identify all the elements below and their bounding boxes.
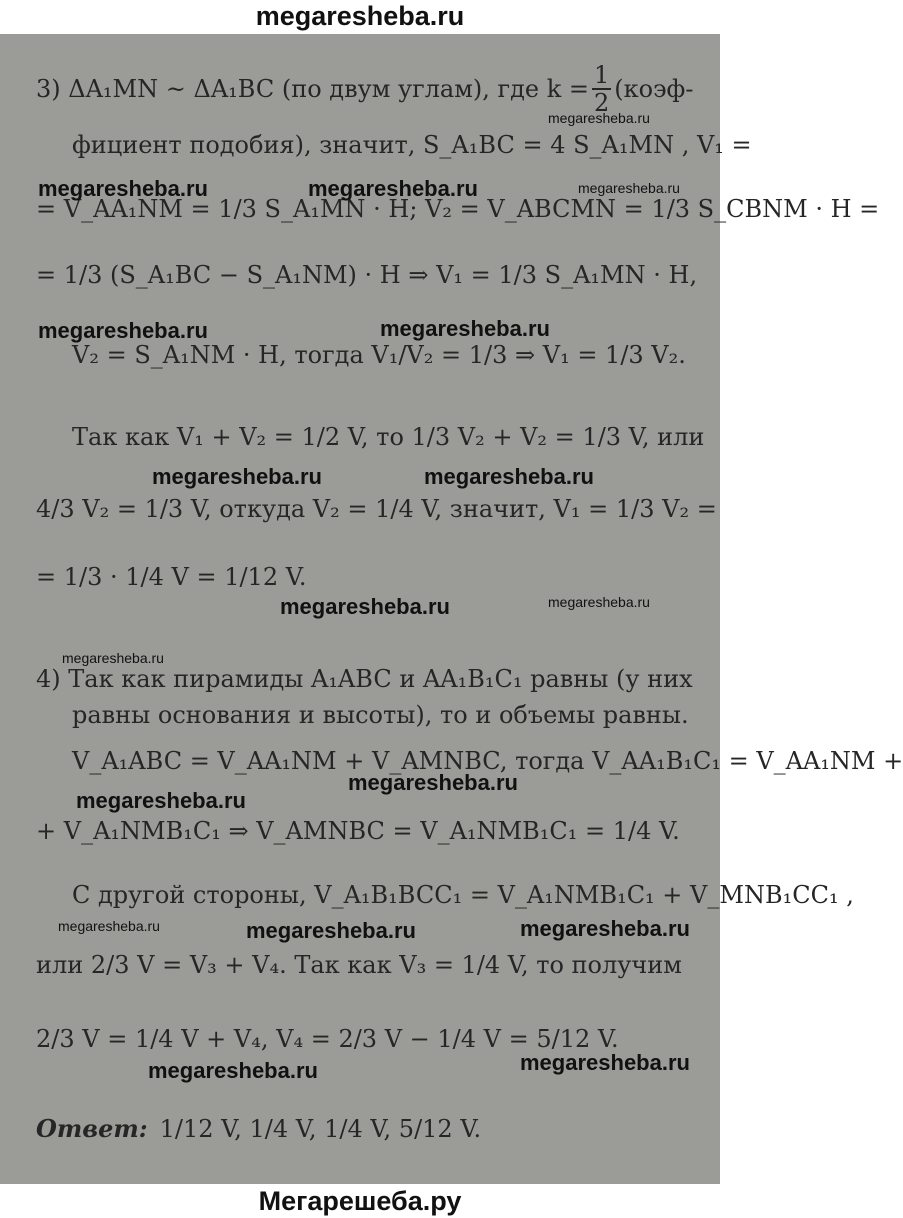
solution-line-12: + V_A₁NMB₁C₁ ⇒ V_AMNBC = V_A₁NMB₁C₁ = 1/4 V. (36, 817, 680, 845)
watermark: megaresheba.ru (152, 464, 322, 489)
watermark: megaresheba.ru (348, 770, 518, 795)
solution-line-9: 4) Так как пирамиды A₁ABC и AA₁B₁C₁ равны (у них (36, 665, 693, 693)
watermark: megaresheba.ru (520, 916, 690, 941)
line-1-tail: (коэф- (614, 75, 694, 103)
solution-line-14: или 2/3 V = V₃ + V₄. Так как V₃ = 1/4 V, то получим (36, 951, 682, 979)
solution-line-13: С другой стороны, V_A₁B₁BCC₁ = V_A₁NMB₁C₁ + V_MNB₁CC₁ , (72, 881, 854, 909)
watermark: megaresheba.ru (308, 176, 478, 201)
solution-line-5: V₂ = S_A₁NM · H, тогда V₁/V₂ = 1/3 ⇒ V₁ = 1/3 V₂. (72, 341, 686, 369)
solution-line-15: 2/3 V = 1/4 V + V₄, V₄ = 2/3 V − 1/4 V = 5/12 V. (36, 1025, 619, 1053)
watermark: megaresheba.ru (424, 464, 594, 489)
solution-line-3: = V_AA₁NM = 1/3 S_A₁MN · H; V₂ = V_ABCMN = 1/3 S_CBNM · H = (36, 195, 880, 223)
watermark: megaresheba.ru (58, 918, 160, 934)
solution-line-11: V_A₁ABC = V_AA₁NM + V_AMNBC, тогда V_AA₁B₁C₁ = V_AA₁NM + (72, 747, 903, 775)
watermark: megaresheba.ru (578, 180, 680, 196)
header-bar (0, 0, 720, 34)
watermark: megaresheba.ru (38, 318, 208, 343)
solution-line-6: Так как V₁ + V₂ = 1/2 V, то 1/3 V₂ + V₂ = 1/3 V, или (72, 423, 705, 451)
footer-site-title[interactable]: Мегарешеба.ру (258, 1186, 462, 1216)
watermark: megaresheba.ru (520, 1050, 690, 1075)
footer-bar (0, 1184, 720, 1218)
textbook-page (0, 34, 903, 1184)
watermark: megaresheba.ru (280, 594, 450, 619)
solution-line-7: 4/3 V₂ = 1/3 V, откуда V₂ = 1/4 V, значит, V₁ = 1/3 V₂ = (36, 495, 717, 523)
answer-label: Ответ: (36, 1114, 148, 1143)
line-1-text: 3) ΔA₁MN ~ ΔA₁BC (по двум углам), где k = (36, 75, 589, 103)
watermark: megaresheba.ru (62, 650, 164, 666)
solution-line-2: фициент подобия), значит, S_A₁BC = 4 S_A₁MN , V₁ = (72, 131, 752, 159)
watermark: megaresheba.ru (246, 918, 416, 943)
watermark: megaresheba.ru (380, 316, 550, 341)
solution-line-4: = 1/3 (S_A₁BC − S_A₁NM) · H ⇒ V₁ = 1/3 S_A₁MN · H, (36, 261, 698, 289)
watermark: megaresheba.ru (548, 110, 650, 126)
watermark: megaresheba.ru (76, 788, 246, 813)
watermark: megaresheba.ru (38, 176, 208, 201)
solution-line-10: равны основания и высоты), то и объемы равны. (72, 701, 689, 729)
watermark: megaresheba.ru (148, 1058, 318, 1083)
solution-line-1 (36, 62, 693, 116)
answer-line (36, 1114, 481, 1144)
k-fraction: $\frac{1}{2}$ (594, 61, 610, 117)
solution-line-8: = 1/3 · 1/4 V = 1/12 V. (36, 563, 307, 591)
header-site-title[interactable]: megaresheba.ru (255, 1, 465, 31)
answer-text: 1/12 V, 1/4 V, 1/4 V, 5/12 V. (159, 1115, 482, 1143)
watermark: megaresheba.ru (548, 594, 650, 610)
